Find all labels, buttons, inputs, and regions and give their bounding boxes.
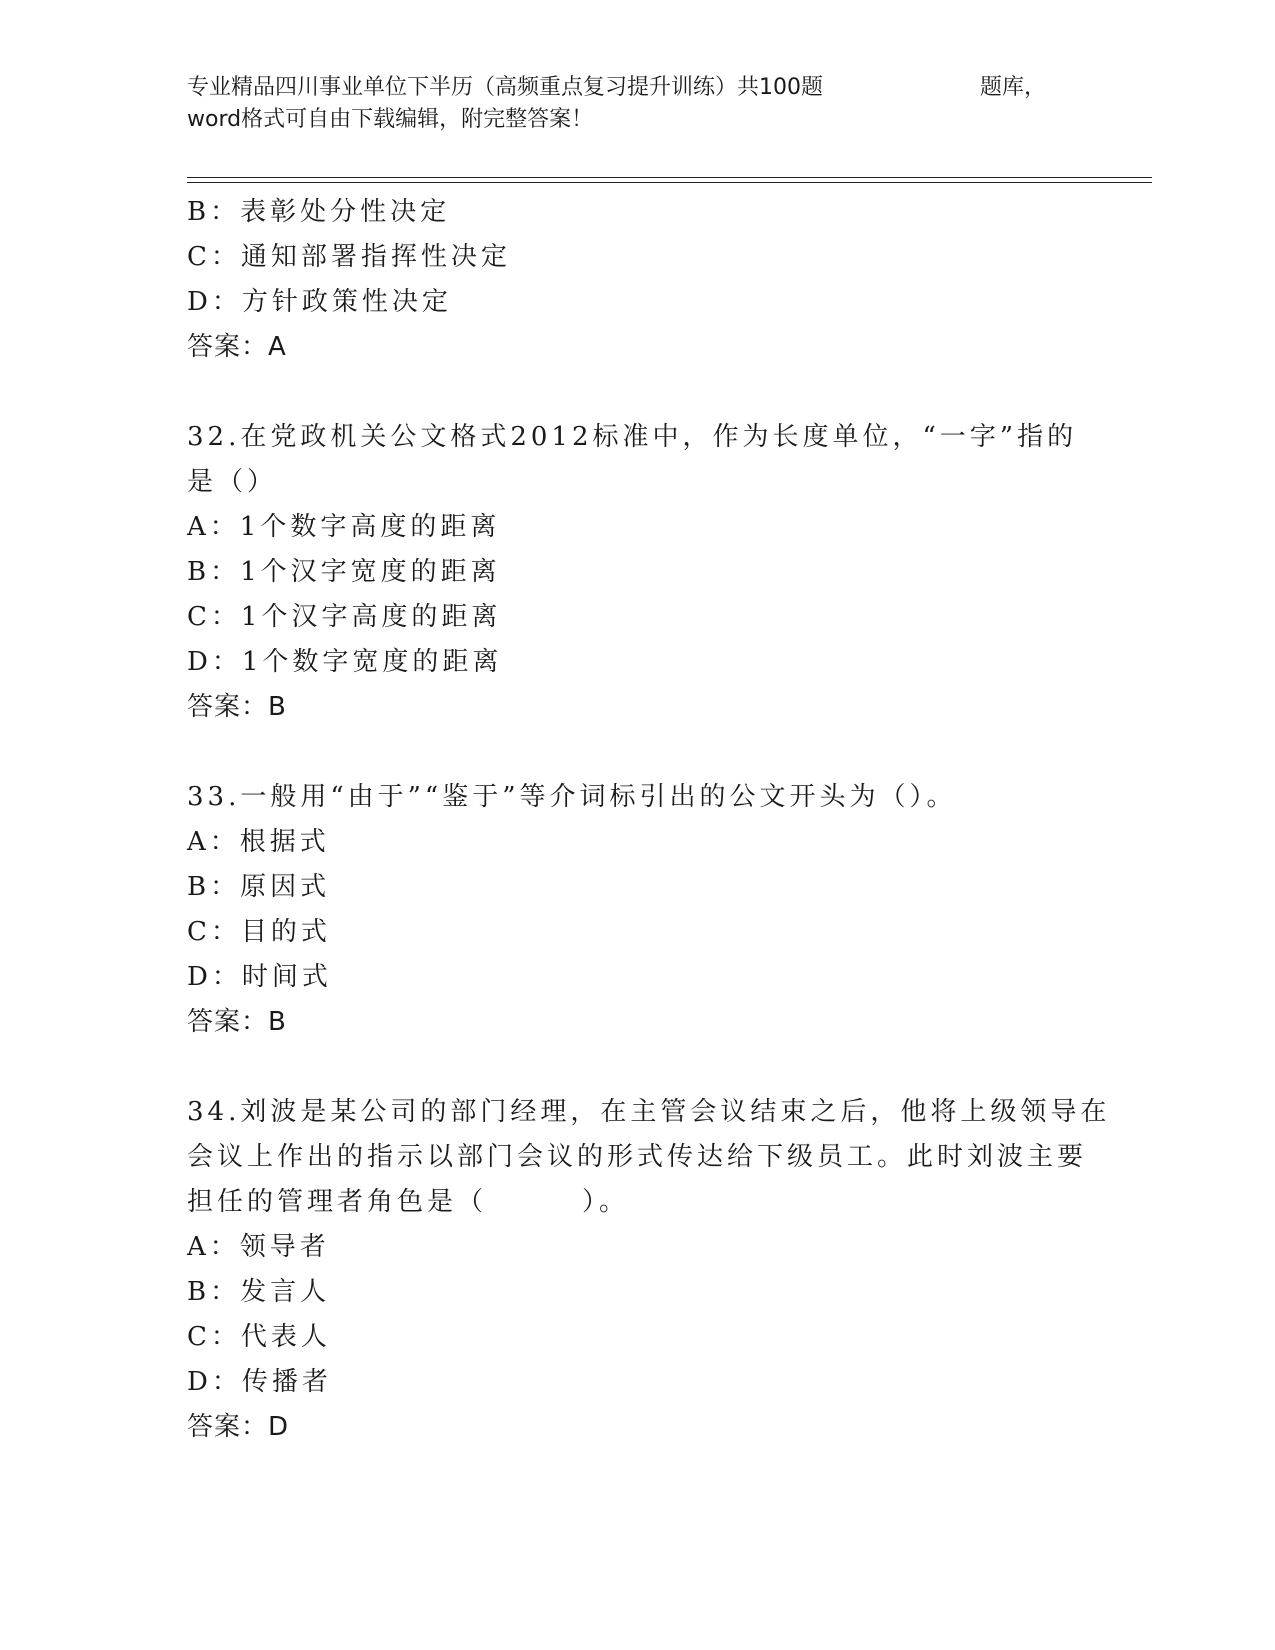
q32-option-d: D：1个数字宽度的距离	[187, 647, 503, 677]
q34-stem-line-1: 34.刘波是某公司的部门经理，在主管会议结束之后，他将上级领导在	[187, 1097, 1111, 1127]
q32-stem-line-2: 是（）	[187, 467, 278, 497]
header-line-1	[187, 72, 1087, 104]
q33-option-c: C：目的式	[187, 917, 331, 947]
header-divider-top	[187, 177, 1152, 178]
q32-option-b: B：1个汉字宽度的距离	[187, 557, 501, 587]
q31-option-c: C：通知部署指挥性决定	[187, 242, 511, 272]
q31-option-d: D：方针政策性决定	[187, 287, 452, 317]
question-content	[187, 190, 1111, 1450]
q31-option-b: B：表彰处分性决定	[187, 197, 451, 227]
q34-option-d: D：传播者	[187, 1367, 332, 1397]
q33-answer: 答案：B	[187, 1007, 287, 1037]
spacer	[187, 1045, 1087, 1090]
q31-answer: 答案：A	[187, 332, 287, 362]
spacer	[187, 730, 1087, 775]
q33-option-d: D：时间式	[187, 962, 332, 992]
q34-stem-line-3	[187, 1180, 1087, 1225]
q34-stem-line-3-end: ）。	[582, 1187, 630, 1217]
q33-option-b: B：原因式	[187, 872, 331, 902]
q34-stem-line-3-start: 担任的管理者角色是（	[187, 1187, 488, 1217]
q32-option-c: C：1个汉字高度的距离	[187, 602, 502, 632]
q34-option-a: A：领导者	[187, 1232, 330, 1262]
spacer	[187, 370, 1087, 415]
header-line-2: word格式可自由下载编辑，附完整答案！	[187, 107, 594, 132]
header-title-tail: 题库，	[980, 75, 1047, 100]
header-divider-bottom	[187, 182, 1152, 183]
q32-answer: 答案：B	[187, 692, 287, 722]
header-title: 专业精品四川事业单位下半历（高频重点复习提升训练）共100题	[187, 75, 823, 100]
q34-option-b: B：发言人	[187, 1277, 331, 1307]
q32-stem-line-1: 32.在党政机关公文格式2012标准中，作为长度单位，“一字”指的	[187, 422, 1078, 452]
q33-stem-line-1: 33.一般用“由于”“鉴于”等介词标引出的公文开头为（）。	[187, 782, 957, 812]
q34-answer: 答案：D	[187, 1412, 290, 1442]
q33-option-a: A：根据式	[187, 827, 330, 857]
q32-option-a: A：1个数字高度的距离	[187, 512, 501, 542]
q34-option-c: C：代表人	[187, 1322, 331, 1352]
q34-stem-line-2: 会议上作出的指示以部门会议的形式传达给下级员工。此时刘波主要	[187, 1142, 1088, 1172]
document-header	[187, 72, 1087, 136]
